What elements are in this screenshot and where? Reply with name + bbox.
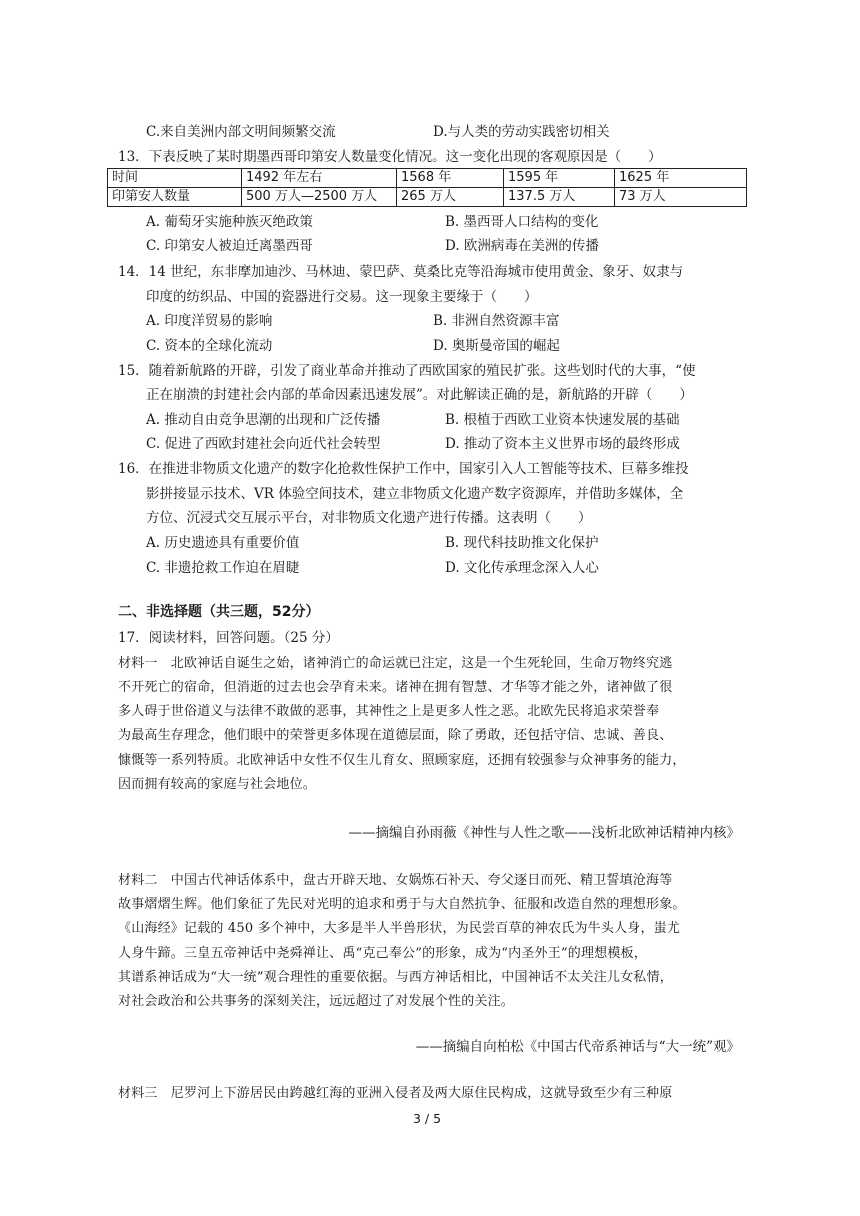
material1-line: 慷慨等一系列特质。北欧神话中女性不仅生儿育女、照顾家庭，还拥有较强参与众神事务的能力， (118, 753, 686, 768)
material2-source: ——摘编自向柏松《中国古代帝系神话与“大一统”观》 (415, 1039, 740, 1055)
q14-option-d: D. 奥斯曼帝国的崛起 (433, 338, 560, 354)
section-heading: 二、非选择题（共三题，52分） (118, 604, 320, 620)
q14-option-a: A. 印度洋贸易的影响 (146, 313, 273, 329)
material2-line: 其谱系神话成为“大一统”观合理性的重要依据。与西方神话相比，中国神话不太关注儿女私情， (118, 970, 673, 985)
q14-option-b: B. 非洲自然资源丰富 (433, 313, 560, 329)
population-table (107, 168, 747, 207)
material2-line: 对社会政治和公共事务的深刻关注，远远超过了对发展个性的关注。 (118, 994, 515, 1009)
q15-option-b: B. 根植于西欧工业资本快速发展的基础 (445, 412, 680, 428)
material1-source: ——摘编自孙雨薇《神性与人性之歌——浅析北欧神话精神内核》 (348, 825, 740, 841)
q16-option-d: D. 文化传承理念深入人心 (445, 560, 599, 576)
table-cell: 1492 年左右 (242, 169, 397, 188)
material2-line: 故事熠熠生辉。他们象征了先民对光明的追求和勇于与大自然抗争、征服和改造自然的理想形象。 (118, 897, 686, 912)
q13-stem: 13．下表反映了某时期墨西哥印第安人数量变化情况。这一变化出现的客观原因是（ ） (118, 149, 662, 165)
material1-line: 因而拥有较高的家庭与社会地位。 (118, 777, 317, 792)
q16-option-b: B. 现代科技助推文化保护 (445, 535, 599, 551)
table-cell: 73 万人 (615, 188, 747, 207)
table-cell: 印第安人数量 (108, 188, 242, 207)
table-row (108, 188, 747, 207)
q16-option-c: C. 非遗抢救工作迫在眉睫 (146, 560, 300, 576)
q13-option-a: A. 葡萄牙实施种族灭绝政策 (146, 214, 313, 230)
q15-option-a: A. 推动自由竞争思潮的出现和广泛传播 (146, 412, 381, 428)
table-cell: 1595 年 (504, 169, 615, 188)
q15-stem-line2: 正在崩溃的封建社会内部的革命因素迅速发展”。对此解读正确的是，新航路的开辟（ ） (146, 387, 693, 403)
q16-stem-line3: 方位、沉浸式交互展示平台，对非物质文化遗产进行传播。这表明（ ） (146, 510, 592, 526)
q16-option-a: A. 历史遗迹具有重要价值 (146, 535, 300, 551)
q14-option-c: C. 资本的全球化流动 (146, 338, 273, 354)
q15-stem-line1: 15．随着新航路的开辟，引发了商业革命并推动了西欧国家的殖民扩张。这些划时代的大事，“使 (118, 363, 696, 379)
material1-line: 为最高生存理念，他们眼中的荣誉更多体现在道德层面，除了勇敢，还包括守信、忠诚、善良、 (118, 728, 673, 743)
table-cell: 时间 (108, 169, 242, 188)
page-number: 3 / 5 (413, 1111, 442, 1126)
table-row (108, 169, 747, 188)
q14-stem-line1: 14．14 世纪，东非摩加迪沙、马林迪、蒙巴萨、莫桑比克等沿海城市使用黄金、象牙、奴隶与 (118, 264, 684, 280)
q17-stem: 17．阅读材料，回答问题。（25 分） (118, 630, 339, 646)
q14-stem-line2: 印度的纺织品、中国的瓷器进行交易。这一现象主要缘于（ ） (146, 289, 538, 305)
table-cell: 1568 年 (397, 169, 504, 188)
material1-line: 多人碍于世俗道义与法律不敢做的恶事，其神性之上是更多人性之恶。北欧先民将追求荣誉奉 (118, 704, 660, 719)
table-cell: 137.5 万人 (504, 188, 615, 207)
table-cell: 500 万人—2500 万人 (242, 188, 397, 207)
table-cell: 1625 年 (615, 169, 747, 188)
material2-line: 《山海经》记载的 450 多个神中，大多是半人半兽形状，为民尝百草的神农氏为牛头人身，蚩尤 (118, 921, 681, 936)
q15-option-d: D. 推动了资本主义世界市场的最终形成 (445, 436, 680, 452)
q15-option-c: C. 促进了西欧封建社会向近代社会转型 (146, 436, 381, 452)
material1-line: 不开死亡的宿命，但消逝的过去也会孕育未来。诸神在拥有智慧、才华等才能之外，诸神做了很 (118, 680, 673, 695)
material1-line: 材料一 北欧神话自诞生之始，诸神消亡的命运就已注定，这是一个生死轮回，生命万物终究逃 (118, 656, 673, 671)
material2-line: 材料二 中国古代神话体系中，盘古开辟天地、女娲炼石补天、夸父逐日而死、精卫誓填沧海等 (118, 873, 673, 888)
material2-line: 人身牛蹄。三皇五帝神话中尧舜禅让、禹“克己奉公”的形象，成为“内圣外王”的理想模板， (118, 946, 647, 961)
q12-option-c: C.来自美洲内部文明间频繁交流 (146, 124, 336, 140)
q13-option-c: C. 印第安人被迫迁离墨西哥 (146, 238, 313, 254)
q13-option-b: B. 墨西哥人口结构的变化 (445, 214, 599, 230)
material3-line: 材料三 尼罗河上下游居民由跨越红海的亚洲入侵者及两大原住民构成，这就导致至少有三种原 (118, 1086, 673, 1101)
q12-option-d: D.与人类的劳动实践密切相关 (433, 124, 610, 140)
q16-stem-line1: 16．在推进非物质文化遗产的数字化抢救性保护工作中，国家引入人工智能等技术、巨幕多维投 (118, 461, 689, 477)
table-cell: 265 万人 (397, 188, 504, 207)
q13-option-d: D. 欧洲病毒在美洲的传播 (445, 238, 599, 254)
q16-stem-line2: 影拼接显示技术、VR 体验空间技术，建立非物质文化遗产数字资源库，并借助多媒体，全 (146, 486, 684, 502)
